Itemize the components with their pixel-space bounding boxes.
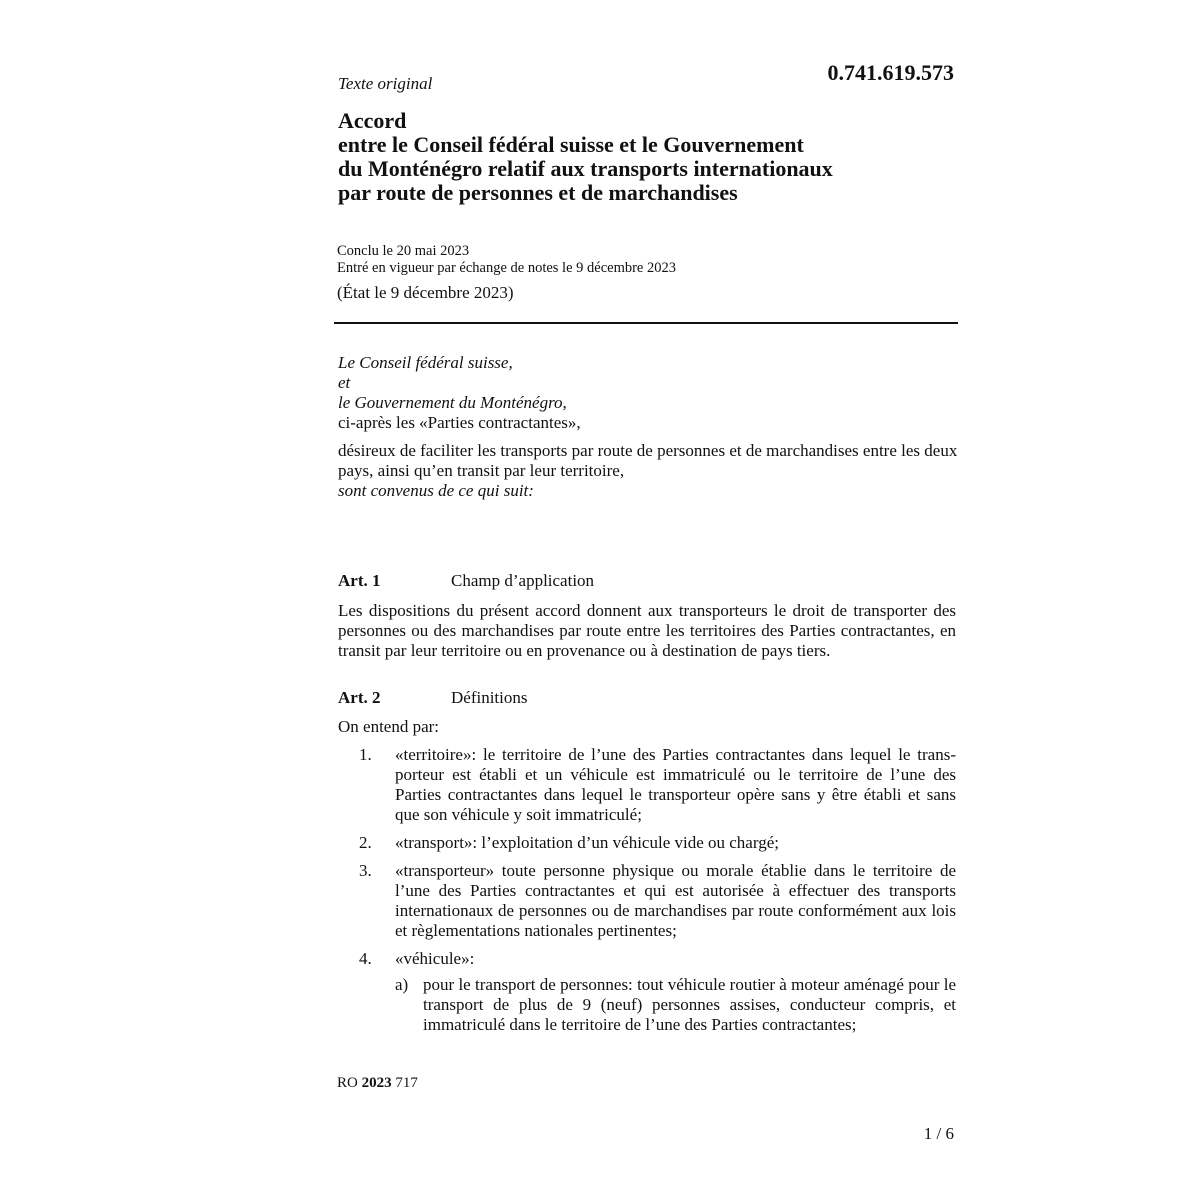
item-number: 3. <box>359 861 372 880</box>
official-compilation-ref <box>337 1075 418 1092</box>
article-1-heading <box>338 571 594 591</box>
item-text: «territoire»: le territoire de l’une des Parties contractantes dans lequel le transporteur est établi et un véhicule est immatriculé ou le territoire de l’une des Parties contractantes dans lequel le transporteur opère sans y être établi et sans que son véhicule y soit immatriculé; <box>395 745 956 824</box>
entry-into-force: Entré en vigueur par échange de notes le 9 décembre 2023 <box>337 260 676 276</box>
party-montenegro: le Gouvernement du Monténégro, <box>338 393 567 412</box>
item-number: 2. <box>359 833 372 852</box>
article-number: Art. 2 <box>338 688 381 707</box>
title-line: par route de personnes et de marchandises <box>338 180 738 205</box>
article-number: Art. 1 <box>338 571 381 590</box>
title-line: entre le Conseil fédéral suisse et le Gouvernement <box>338 132 804 157</box>
subitem-text: pour le transport de personnes: tout véhicule routier à moteur aménagé pour le transport de plus de 9 (neuf) personnes assises, conducteur compris, et immatriculé dans le territoire de l’une des Parties contractantes; <box>423 975 956 1034</box>
agreed-clause: sont convenus de ce qui suit: <box>338 481 534 500</box>
article-title: Champ d’application <box>451 571 595 590</box>
ro-page: 717 <box>395 1075 418 1091</box>
item-text: «transport»: l’exploitation d’un véhicule vide ou chargé; <box>395 833 779 852</box>
sub-list-item <box>395 975 956 1035</box>
list-item <box>338 833 956 853</box>
item-text: «véhicule»: <box>395 949 475 968</box>
subitem-letter: a) <box>395 975 409 994</box>
conclusion-info <box>337 243 676 277</box>
article-2-intro <box>338 717 956 737</box>
article-paragraph: On entend par: <box>338 717 440 736</box>
document-title <box>338 109 938 205</box>
list-item <box>338 745 956 825</box>
article-paragraph: Les dispositions du présent accord donnent aux transporteurs le droit de transporter des personnes ou des marchandises par route entre les territoires des Parties contractantes, en transit par leur territoire ou en provenance ou à destination de pays tiers. <box>338 601 956 660</box>
title-line: Accord <box>338 108 407 133</box>
header-divider <box>334 322 958 324</box>
party-switzerland: Le Conseil fédéral suisse, <box>338 353 513 372</box>
hereafter-clause: ci-après les «Parties contractantes», <box>338 413 581 432</box>
item-number: 4. <box>359 949 372 968</box>
definitions-list <box>338 745 956 1043</box>
article-title: Définitions <box>451 688 528 707</box>
page-number: 1 / 6 <box>923 1124 954 1143</box>
list-item <box>338 861 956 941</box>
state-date: (État le 9 décembre 2023) <box>337 283 514 302</box>
article-1-text <box>338 601 956 661</box>
text-original-label: Texte original <box>338 74 433 93</box>
item-text: «transporteur» toute personne physique ou morale établie dans le territoire de l’une des Parties contractantes et qui est autorisée à effectuer des transports internationaux de personnes ou de marchandises par route conformément aux lois et règlementations nationales pertinentes; <box>395 861 956 940</box>
desire-clause: désireux de faciliter les transports par route de personnes et de marchandises entre les deux pays, ainsi qu’en transit par leur territoire, <box>338 441 958 480</box>
item-number: 1. <box>359 745 372 764</box>
ro-year: 2023 <box>361 1075 392 1091</box>
list-item <box>338 949 956 1035</box>
sr-number: 0.741.619.573 <box>827 60 954 85</box>
conjunction: et <box>338 373 351 392</box>
concluded-date: Conclu le 20 mai 2023 <box>337 243 470 259</box>
article-2-heading <box>338 688 528 708</box>
ro-prefix: RO <box>337 1075 358 1091</box>
title-line: du Monténégro relatif aux transports internationaux <box>338 156 833 181</box>
preamble <box>338 353 958 501</box>
